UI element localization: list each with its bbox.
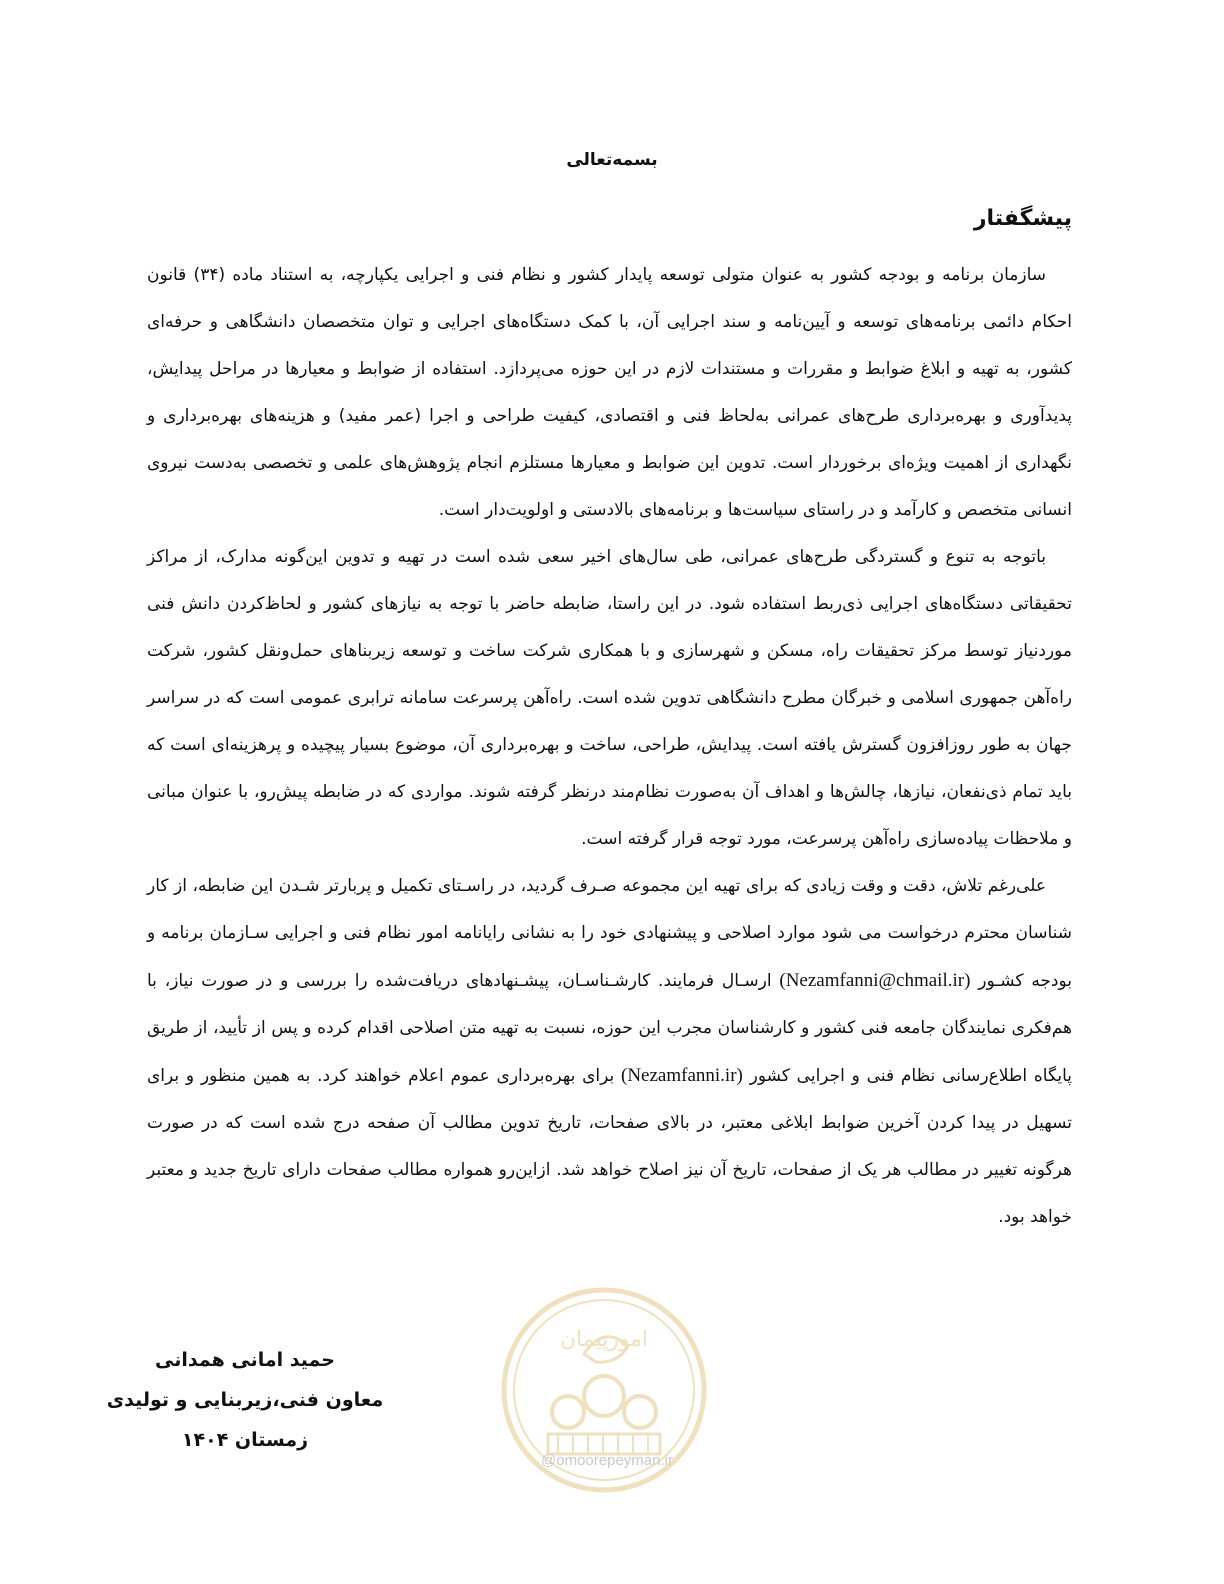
email-address: (Nezamfanni@chmail.ir) [779,970,971,991]
paragraph-3-text-3: برای بهره‌برداری عموم اعلام خواهند کرد. به همین منظور و برای تسهیل در پیدا کردن آخرین ضوابط ابلاغی معتبر، در بالای صفحات، تاریخ تدوین مطالب آن صفحه درج شده است که در صورت هرگونه تغییر در مطالب هر یک از صفحات، تاریخ آن نیز اصلاح خواهد شد. ازاین‌رو همواره مطالب صفحات دارای تاریخ جدید و معتبر خواهد بود. [147,1066,1072,1227]
paragraph-3-text-1: علی‌رغم تلاش، دقت و وقت زیادی که برای تهیه این مجموعه صـرف گردید، در راسـتای تکمیل و پربارتر شـدن این ضابطه، از کار شناسان محترم درخواست می شود موارد اصلاحی و پیشنهادی خود را به نشانی رایانامه امور نظام فنی و اجرایی سـازمان برنامه و بودجه کشـور [147,876,1073,991]
paragraph-1: سازمان برنامه و بودجه کشور به عنوان متولی توسعه پایدار کشور و نظام فنی و اجرایی یکپارچه، به استناد ماده (۳۴) قانون احکام دائمی برنامه‌های توسعه و آیین‌نامه و سند اجرایی آن، با کمک دستگاه‌های اجرایی و توان متخصصان دانشگاهی و حرفه‌ای کشور، به تهیه و ابلاغ ضوابط و مقررات و مستندات لازم در این حوزه می‌پردازد. استفاده از ضوابط و معیارها در مراحل پیدایش، پدیدآوری و بهره‌برداری طرح‌های عمرانی به‌لحاظ فنی و اقتصادی، کیفیت طراحی و اجرا (عمر مفید) و هزینه‌های بهره‌برداری و نگهداری از اهمیت ویژه‌ای برخوردار است. تدوین این ضوابط و معیارها مستلزم انجام پژوهش‌های علمی و تخصصی به‌دست نیروی انسانی متخصص و کارآمد و در راستای سیاست‌ها و برنامه‌های بالادستی و اولویت‌دار است. [147,265,1072,520]
signatory-name: حمید امانی همدانی [155,1349,335,1371]
paragraph-2: باتوجه به تنوع و گستردگی طرح‌های عمرانی، طی سال‌های اخیر سعی شده است در تهیه و تدوین این‌گونه مدارک، از مراکز تحقیقاتی دستگاه‌های اجرایی ذی‌ربط استفاده شود. در این راستا، ضابطه حاضر با توجه به نیازهای کشور و لحاظ‌کردن دانش فنی موردنیاز توسط مرکز تحقیقات راه، مسکن و شهرسازی و با همکاری شرکت ساخت و توسعه زیربناهای حمل‌ونقل کشور، شرکت راه‌آهن جمهوری اسلامی و خبرگان مطرح دانشگاهی تدوین شده است. راه‌آهن پرسرعت سامانه ترابری عمومی است که در سراسر جهان به طور روزافزون گسترش یافته است. پیدایش، طراحی، ساخت و بهره‌برداری آن، موضوع بسیار پیچیده و پرهزینه‌ای است که باید تمام ذی‌نفعان، نیازها، چالش‌ها و اهداف آن به‌صورت نظام‌مند درنظر گرفته شوند. مواردی که در ضابطه پیش‌رو، با عنوان مبانی و ملاحظات پیاده‌سازی راه‌آهن پرسرعت، مورد توجه قرار گرفته است. [147,547,1072,849]
page-title: پیشگفتار [973,206,1072,231]
watermark-url: @omoorepeyman.ir [541,1452,673,1469]
bismillah-header: بسمه‌تعالی [566,150,658,170]
signature-date: زمستان ۱۴۰۴ [181,1429,309,1451]
paragraph-3 [147,863,1072,1241]
website-address: (Nezamfanni.ir) [621,1065,743,1086]
signature-block [100,1340,390,1460]
preface-body [147,252,1072,1241]
watermark-text: امورپیمان [559,1327,649,1352]
paragraph-3-text-2: ارسـال فرمایند. کارشـناسـان، پیشـنهادهای دریافت‌شده را بررسی و در صورت نیاز، با هم‌فکری نمایندگان جامعه فنی کشور و کارشناسان مجرب این حوزه، نسبت به تهیه متن اصلاحی اقدام کرده و پس از تأیید، از طریق پایگاه اطلاع‌رسانی نظام فنی و اجرایی کشور [147,971,1072,1086]
signatory-title: معاون فنی،زیربنایی و تولیدی [106,1389,384,1411]
